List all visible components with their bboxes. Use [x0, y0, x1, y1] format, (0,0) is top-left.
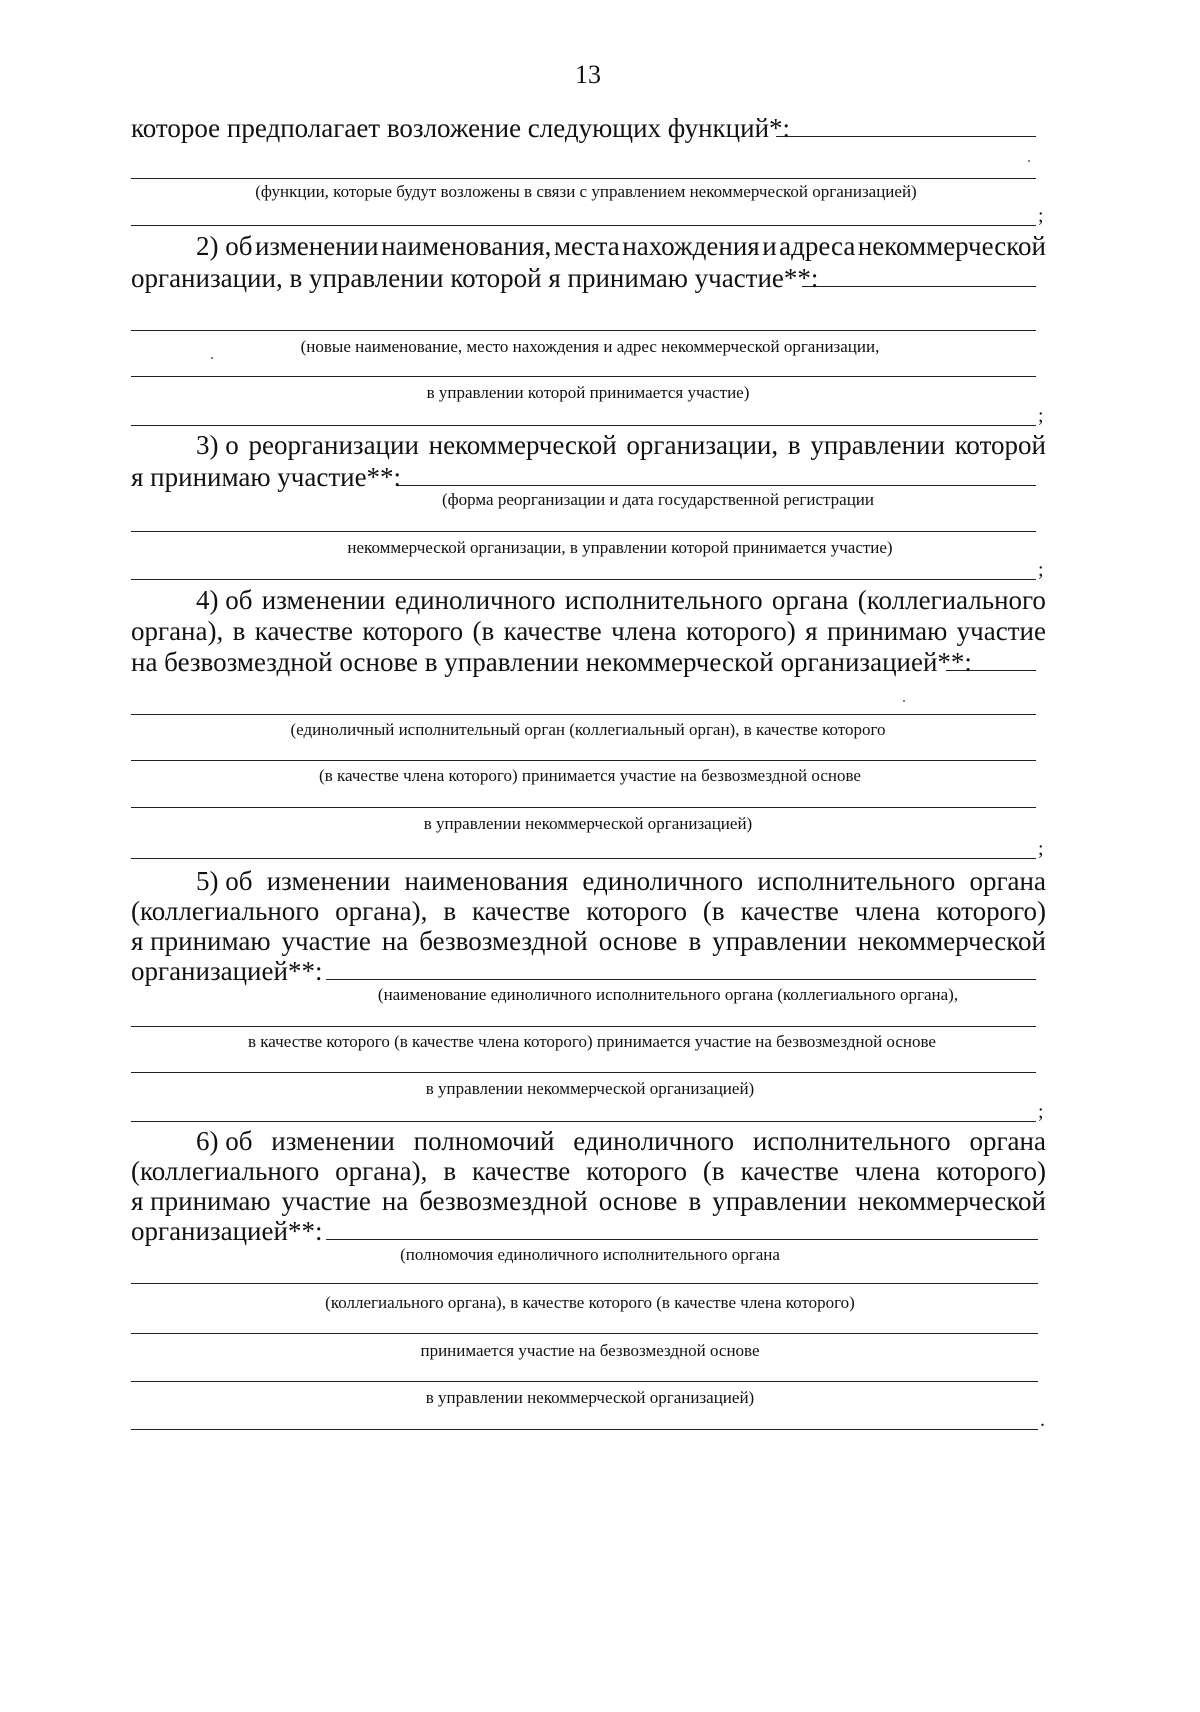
scan-speck [211, 357, 213, 359]
item5-line1: 5) об изменении наименования единоличного исполнительного органа [196, 866, 1046, 896]
item4-line3: на безвозмездной основе в управлении некоммерческой организацией**: [131, 647, 972, 677]
caption: некоммерческой организации, в управлении которой принимается участие) [347, 538, 893, 557]
semicolon: ; [1038, 205, 1044, 227]
fill-line[interactable] [131, 1381, 1038, 1382]
fill-line[interactable] [131, 531, 1036, 532]
item6-line4: организацией**: [131, 1216, 323, 1246]
caption: (единоличный исполнительный орган (коллегиальный орган), в качестве которого [290, 720, 886, 739]
caption: принимается участие на безвозмездной основе [420, 1341, 760, 1360]
fill-line[interactable] [131, 225, 1036, 226]
fill-line[interactable] [131, 1333, 1038, 1334]
caption: в управлении некоммерческой организацией) [425, 1388, 755, 1407]
fill-line[interactable] [131, 579, 1036, 580]
page-number: 13 [575, 60, 601, 89]
fill-line[interactable] [946, 670, 1036, 671]
fill-line[interactable] [131, 807, 1036, 808]
caption: (форма реорганизации и дата государственной регистрации [442, 490, 874, 509]
caption: в качестве которого (в качестве члена которого) принимается участие на безвозмездной основе [248, 1032, 936, 1051]
semicolon: ; [1038, 838, 1044, 860]
item3-line1: 3) о реорганизации некоммерческой организации, в управлении которой [196, 430, 1046, 460]
scan-speck [1028, 160, 1030, 162]
caption: (новые наименование, место нахождения и адрес некоммерческой организации, [300, 337, 880, 356]
caption: в управлении некоммерческой организацией) [425, 1079, 755, 1098]
item3-line2: я принимаю участие**: [131, 462, 402, 492]
fill-line[interactable] [776, 136, 1036, 137]
period: . [1040, 1409, 1045, 1431]
semicolon: ; [1038, 559, 1044, 581]
item5-line2: (коллегиального органа), в качестве которого (в качестве члена которого) [131, 896, 1046, 926]
fill-line[interactable] [326, 979, 1036, 980]
caption: (коллегиального органа), в качестве которого (в качестве члена которого) [325, 1293, 855, 1312]
fill-line[interactable] [131, 330, 1036, 331]
fill-line[interactable] [131, 858, 1036, 859]
fill-line[interactable] [131, 1429, 1038, 1430]
item6-line3: я принимаю участие на безвозмездной основе в управлении некоммерческой [131, 1186, 1046, 1216]
caption: (наименование единоличного исполнительного органа (коллегиального органа), [377, 985, 959, 1004]
fill-line[interactable] [131, 376, 1036, 377]
caption: в управлении некоммерческой организацией) [423, 814, 753, 833]
item4-line2: органа), в качестве которого (в качестве члена которого) я принимаю участие [131, 616, 1046, 646]
item6-line1: 6) об изменении полномочий единоличного исполнительного органа [196, 1126, 1046, 1156]
caption: в управлении которой принимается участие) [426, 383, 750, 402]
fill-line[interactable] [131, 1121, 1036, 1122]
fill-line[interactable] [131, 714, 1036, 715]
fill-line[interactable] [131, 1283, 1038, 1284]
caption: (в качестве члена которого) принимается участие на безвозмездной основе [319, 766, 861, 785]
item2-line1: 2) об изменении наименования, места нахождения и адреса некоммерческой [196, 231, 1046, 261]
fill-line[interactable] [131, 1072, 1036, 1073]
item2-line2: организации, в управлении которой я принимаю участие**: [131, 263, 819, 293]
scan-speck [903, 700, 905, 702]
item5-line4: организацией**: [131, 956, 323, 986]
intro-text: которое предполагает возложение следующих функций*: [131, 113, 791, 143]
caption: (функции, которые будут возложены в связи с управлением некоммерческой организацией) [255, 182, 917, 201]
fill-line[interactable] [131, 178, 1036, 179]
caption: (полномочия единоличного исполнительного органа [400, 1245, 780, 1264]
fill-line[interactable] [326, 1239, 1038, 1240]
item5-line3: я принимаю участие на безвозмездной основе в управлении некоммерческой [131, 926, 1046, 956]
semicolon: ; [1038, 1101, 1044, 1123]
fill-line[interactable] [131, 760, 1036, 761]
fill-line[interactable] [398, 485, 1036, 486]
fill-line[interactable] [131, 425, 1036, 426]
semicolon: ; [1038, 405, 1044, 427]
fill-line[interactable] [131, 1026, 1036, 1027]
fill-line[interactable] [802, 286, 1036, 287]
item4-line1: 4) об изменении единоличного исполнительного органа (коллегиального [196, 585, 1046, 615]
item6-line2: (коллегиального органа), в качестве которого (в качестве члена которого) [131, 1156, 1046, 1186]
